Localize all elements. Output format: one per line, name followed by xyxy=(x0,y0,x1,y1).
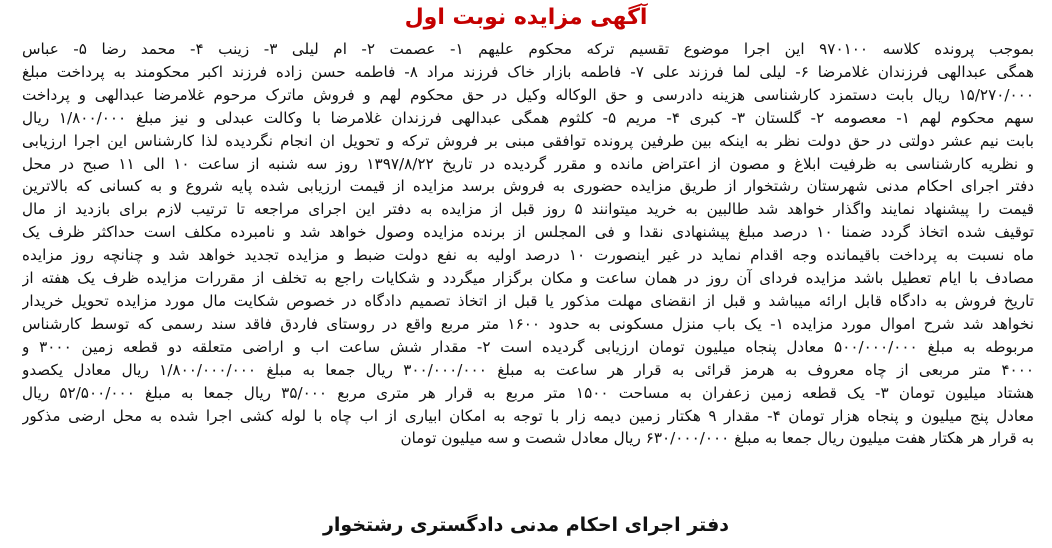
notice-body xyxy=(22,38,1034,450)
notice-body-line: سهم محکوم لهم ۱- معصومه ۲- گلستان ۳- کبری ۴- مریم ۵- کلثوم همگی عبدالهی فرزندان غلامرضا با وکالت عبدلی و نیز مبلغ ۱/۸۰۰/۰۰۰ ریال xyxy=(22,108,1034,127)
notice-title: آگهی مزایده نوبت اول xyxy=(404,5,648,30)
notice-body-line: به قرار هر هکتار هفت میلیون ریال جمعا به مبلغ ۶۳۰/۰۰۰/۰۰۰ ریال معادل شصت و سه میلیون تومان xyxy=(400,429,1034,448)
notice-body-line: تاریخ فروش به دادگاه قابل ارائه میباشد و قبل از انقضای مهلت مذکور یا قبل از اتخاذ تصمیم دادگاه در خصوص شکایت مال مورد مزایده تحویل خریدار xyxy=(22,291,1034,310)
notice-body-line: ۴۰۰۰ متر مربعی از چاه معروف به هرمز قرائی به قرار هر ساعت به مبلغ ۳۰۰/۰۰۰/۰۰۰ ریال جمعا به مبلغ ۱/۸۰۰/۰۰۰/۰۰۰ ریال معادل یکصدو xyxy=(22,360,1034,379)
notice-body-line: مربوطه به مبلغ ۵۰۰/۰۰۰/۰۰۰ معادل پنجاه میلیون تومان ارزیابی گردیده است ۲- مقدار شش ساعت اب و اراضی متعلقه دو قطعه زمین ۳۰۰۰ و xyxy=(22,337,1034,356)
notice-body-line: ۱۵/۲۷۰/۰۰۰ ریال بابت دستمزد کارشناسی هزینه دادرسی و حق الوکاله وکیل در حق محکوم لهم و فروش ماترک مرحوم غلامرضا عبدالهی و پرداخت xyxy=(22,85,1034,104)
notice-body-line: نخواهد شد شرح اموال مورد مزایده ۱- یک باب منزل مسکونی به حدود ۱۶۰۰ متر مربع واقع در روستای فاردق فاقد سند رسمی که توسط کارشناس xyxy=(22,314,1034,333)
notice-body-line: همگی عبدالهی فرزندان غلامرضا ۶- لیلی لما فرزند علی ۷- فاطمه بازار خاک فرزند مراد ۸- فاطمه حسن زاده فرزند اکبر محکومند به پرداخت مبلغ xyxy=(22,62,1034,81)
notice-body-line: قیمت را پیشنهاد نمایند واگذار خواهد شد طالبین به خرید میتوانند ۵ روز قبل از مزایده به دفتر این اجرای مراجعه تا ترتیب لازم برای بازدید از مال xyxy=(22,200,1034,219)
notice-body-line: دفتر اجرای احکام مدنی شهرستان رشتخوار از طریق مزایده حضوری به فروش برسد مزایده از قیمت ارزیابی شده پایه شروع و به کسانی که بالاترین xyxy=(22,177,1034,196)
notice-body-line: هشتاد میلیون تومان ۳- یک قطعه زمین زعفران به مساحت ۱۵۰۰ متر مربع به قرار هر متری مربع ۳۵/۰۰۰ ریال جمعا به مبلغ ۵۲/۵۰۰/۰۰۰ ریال xyxy=(22,383,1034,402)
notice-footer-issuer: دفتر اجرای احکام مدنی دادگستری رشتخوار xyxy=(322,514,730,536)
notice-body-line: و نظریه کارشناسی به ظرفیت ابلاغ و مصون از اعتراض مانده و مقرر گردیده در تاریخ ۱۳۹۷/۸/۲۲ روز سه شنبه از ساعت ۱۰ الی ۱۱ صبح در محل xyxy=(22,154,1034,173)
notice-body-line: مصادف با ایام تعطیل باشد مزایده فردای آن روز در همان ساعت و مکان برگزار میگردد و شکایات راجع به تخلف از مقررات مزایده ظرف یک هفته از xyxy=(22,269,1034,288)
notice-body-line: بابت نیم عشر دولتی در حق دولت نظر به اینکه بین طرفین پرونده توافقی مبنی بر فروش ترکه و تحویل ان انجام نگردیده لذا کارشناس این اجرا ارزیابی xyxy=(22,131,1034,150)
notice-body-line: معادل پنج میلیون و پنجاه هزار تومان ۴- مقدار ۹ هکتار زمین دیمه زار با توجه به امکان ابیاری از اب چاه با لوله کشی اجرا شده به محل ارضی مذکور xyxy=(22,406,1034,425)
notice-body-line: بموجب پرونده کلاسه ۹۷۰۱۰۰ این اجرا موضوع تقسیم ترکه محکوم علیهم ۱- عصمت ۲- ام لیلی ۳- زینب ۴- محمد رضا ۵- عباس xyxy=(22,40,1034,58)
notice-body-line: ماه نسبت به پرداخت باقیمانده وجه اقدام نماید در غیر اینصورت ۱۰ درصد اولیه به نفع دولت ضبط و مزایده تجدید خواهد شد و چنانچه روز مزایده xyxy=(22,246,1034,265)
notice-body-line: توقیف شده اتخاذ گردد ضمنا ۱۰ درصد مبلغ پیشنهادی نقدا و فی المجلس از برنده مزایده وصول خواهد شد و نامبرده مکلف است حداکثر ظرف یک xyxy=(22,223,1034,242)
